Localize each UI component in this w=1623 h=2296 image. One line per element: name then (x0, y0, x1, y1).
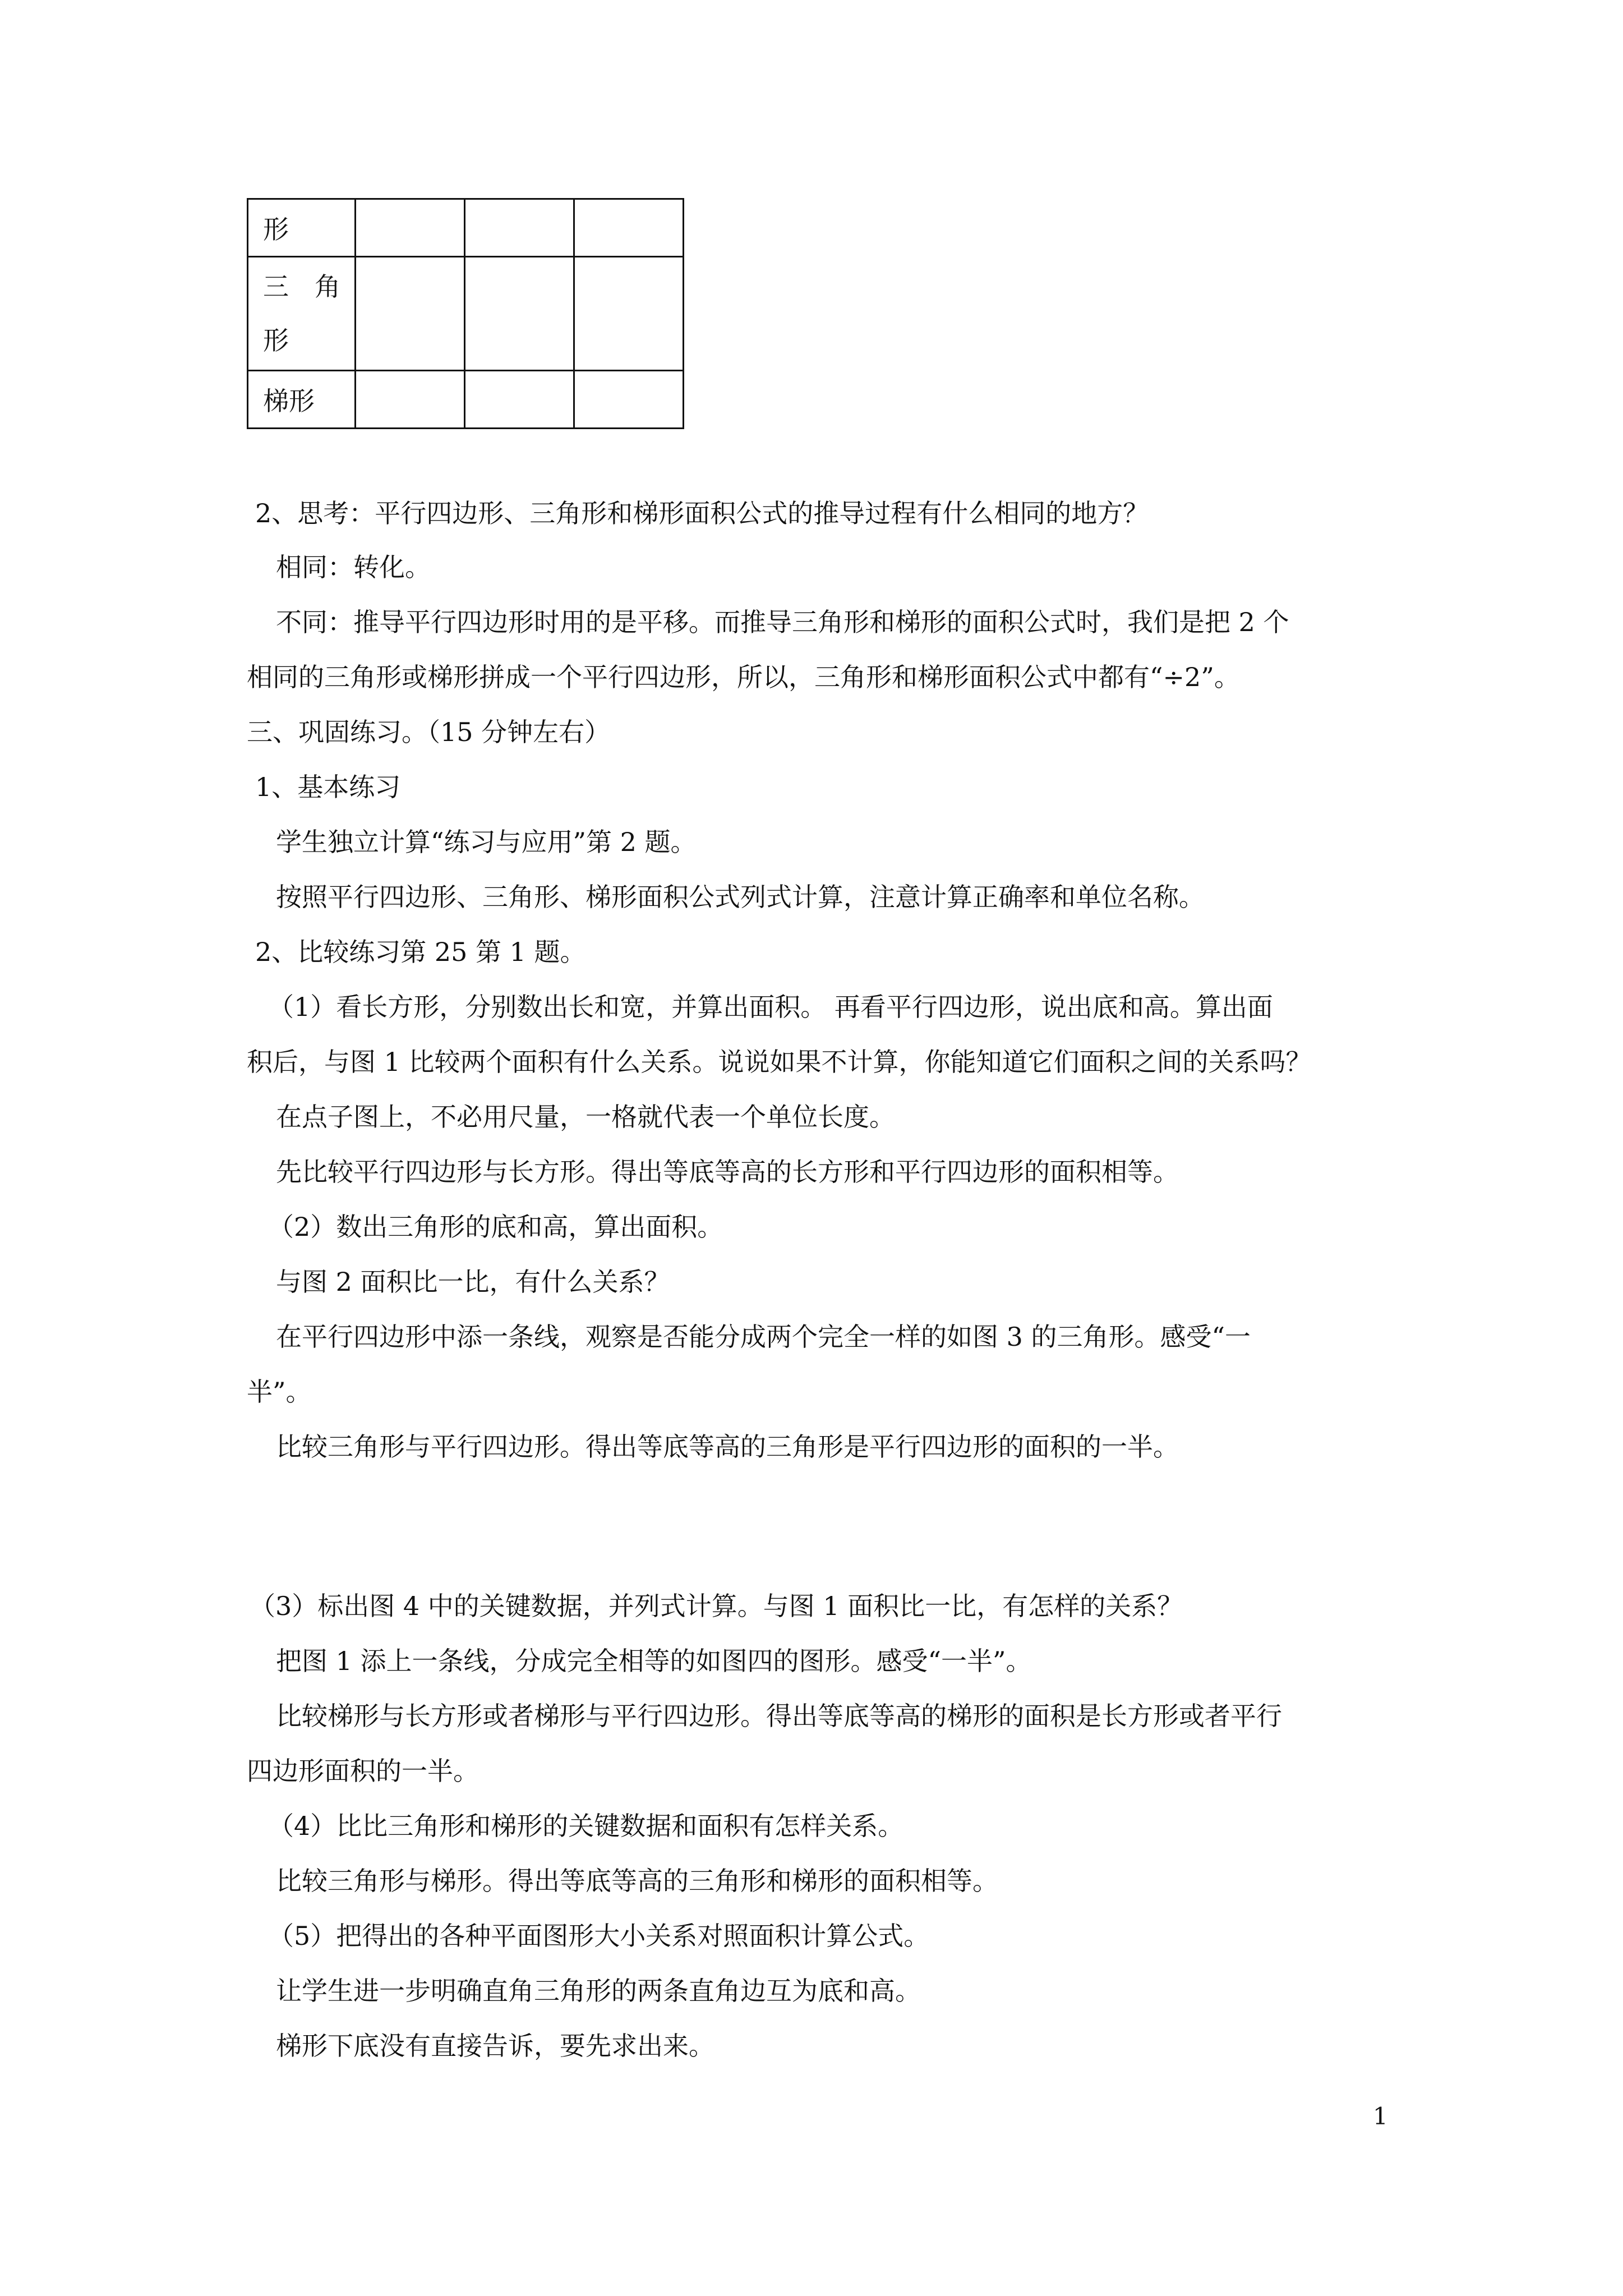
text-line: 与图 2 面积比一比，有什么关系？ (276, 1267, 670, 1297)
table-cell (574, 199, 684, 257)
text-line: 把图 1 添上一条线，分成完全相等的如图四的图形。感受“一半”。 (276, 1646, 1032, 1676)
table-cell (465, 199, 574, 257)
table-cell (356, 257, 465, 371)
row-label: 形 (248, 199, 356, 257)
table-row (248, 199, 684, 257)
area-formula-table (247, 198, 684, 429)
text-line: 先比较平行四边形与长方形。得出等底等高的长方形和平行四边形的面积相等。 (276, 1157, 1179, 1187)
table-cell (574, 371, 684, 429)
text-line: 让学生进一步明确直角三角形的两条直角边互为底和高。 (276, 1976, 921, 2006)
page-number: 1 (1373, 2102, 1388, 2130)
text-line: （5）把得出的各种平面图形大小关系对照面积计算公式。 (268, 1921, 930, 1951)
text-line: 比较梯形与长方形或者梯形与平行四边形。得出等底等高的梯形的面积是长方形或者平行 (276, 1701, 1282, 1731)
row-label-line: 三 角 (263, 272, 340, 302)
text-line: 按照平行四边形、三角形、梯形面积公式列式计算，注意计算正确率和单位名称。 (276, 882, 1205, 912)
table-cell (356, 199, 465, 257)
text-line: 2、比较练习第 25 第 1 题。 (255, 937, 586, 967)
text-line: 梯形下底没有直接告诉，要先求出来。 (276, 2031, 714, 2061)
text-line: 比较三角形与梯形。得出等底等高的三角形和梯形的面积相等。 (276, 1866, 998, 1896)
table-row (248, 257, 684, 371)
text-line: 三、巩固练习。（15 分钟左右） (247, 717, 611, 747)
table-row (248, 371, 684, 429)
text-line: 不同：推导平行四边形时用的是平移。而推导三角形和梯形的面积公式时，我们是把 2 个 (276, 607, 1289, 637)
text-line: 四边形面积的一半。 (247, 1756, 479, 1786)
text-line: 2、思考：平行四边形、三角形和梯形面积公式的推导过程有什么相同的地方？ (255, 498, 1149, 528)
text-line: 半”。 (247, 1377, 312, 1407)
table-cell (574, 257, 684, 371)
text-line: 1、基本练习 (255, 772, 401, 802)
text-line: 在点子图上，不必用尺量，一格就代表一个单位长度。 (276, 1102, 895, 1132)
text-line: （2）数出三角形的底和高，算出面积。 (268, 1212, 723, 1242)
row-label (248, 257, 356, 371)
table-cell (465, 371, 574, 429)
table-cell (465, 257, 574, 371)
text-line: 在平行四边形中添一条线，观察是否能分成两个完全一样的如图 3 的三角形。感受“一 (276, 1322, 1251, 1352)
text-line: （1）看长方形，分别数出长和宽，并算出面积。 再看平行四边形，说出底和高。算出面 (268, 992, 1273, 1022)
text-line: 相同：转化。 (276, 552, 431, 582)
text-line: （3）标出图 4 中的关键数据，并列式计算。与图 1 面积比一比，有怎样的关系？ (250, 1591, 1183, 1621)
text-line: （4）比比三角形和梯形的关键数据和面积有怎样关系。 (268, 1811, 904, 1841)
table-cell (356, 371, 465, 429)
text-line: 比较三角形与平行四边形。得出等底等高的三角形是平行四边形的面积的一半。 (276, 1432, 1179, 1462)
row-label-line: 形 (263, 325, 289, 356)
row-label: 梯形 (248, 371, 356, 429)
text-line: 学生独立计算“练习与应用”第 2 题。 (276, 827, 697, 857)
text-line: 积后，与图 1 比较两个面积有什么关系。说说如果不计算，你能知道它们面积之间的关系吗？ (247, 1047, 1312, 1077)
text-line: 相同的三角形或梯形拼成一个平行四边形，所以，三角形和梯形面积公式中都有“÷2”。 (247, 662, 1240, 692)
